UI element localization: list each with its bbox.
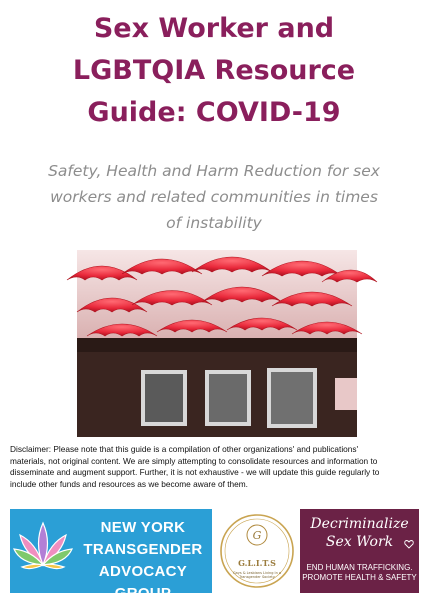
red-umbrellas-photo [77, 250, 357, 437]
subtitle-line-2: workers and related communities in times [50, 188, 378, 206]
glits-logo [219, 509, 295, 593]
subtitle-line-1: Safety, Health and Harm Reduction for sex [48, 162, 380, 180]
decriminalize-sex-work-logo [300, 509, 419, 593]
decrim-tag-1: END HUMAN TRAFFICKING. [306, 563, 413, 572]
guide-title [0, 8, 428, 134]
decrim-script-2: Sex Work [325, 534, 394, 550]
nytag-line-3: ADVOCACY GROUP [98, 563, 188, 602]
glits-monogram: G [252, 529, 262, 542]
decrim-script-1: Decriminalize [310, 516, 409, 532]
glits-emblem-icon [219, 509, 295, 593]
disclaimer-text [10, 444, 422, 490]
glits-tagline: Gays & Lesbians Living In a Transgender Society [232, 571, 282, 579]
decrim-tagline [300, 563, 419, 583]
heart-icon [404, 539, 414, 549]
decrim-script [300, 515, 419, 551]
red-umbrellas-image [77, 250, 357, 437]
disclaimer-line-1: Disclaimer: Please note that this guide is a compilation of other organizations' and publications' [10, 444, 359, 454]
subtitle-line-3: of instability [166, 214, 262, 232]
disclaimer-line-4: include other funds and resources as we become aware of them. [10, 478, 248, 489]
nytag-name [76, 517, 210, 605]
title-line-2: LGBTQIA Resource [72, 55, 356, 86]
nytag-line-1: NEW YORK [100, 519, 186, 536]
nytag-line-2: TRANSGENDER [83, 541, 203, 558]
glits-name: G.L.I.T.S [238, 558, 276, 568]
title-line-1: Sex Worker and [93, 13, 335, 44]
guide-subtitle [10, 158, 418, 236]
lotus-flower-icon [12, 509, 74, 593]
title-line-3: Guide: COVID-19 [87, 97, 341, 128]
disclaimer-line-3: disseminate and augment support. Further, it is not exhaustive - we will update this guide regularly to [10, 467, 380, 477]
nytag-logo [10, 509, 212, 602]
decrim-tag-2: PROMOTE HEALTH & SAFETY [302, 573, 417, 582]
disclaimer-line-2: materials, not original content. We are simply attempting to consolidate resources and information to [10, 455, 378, 466]
